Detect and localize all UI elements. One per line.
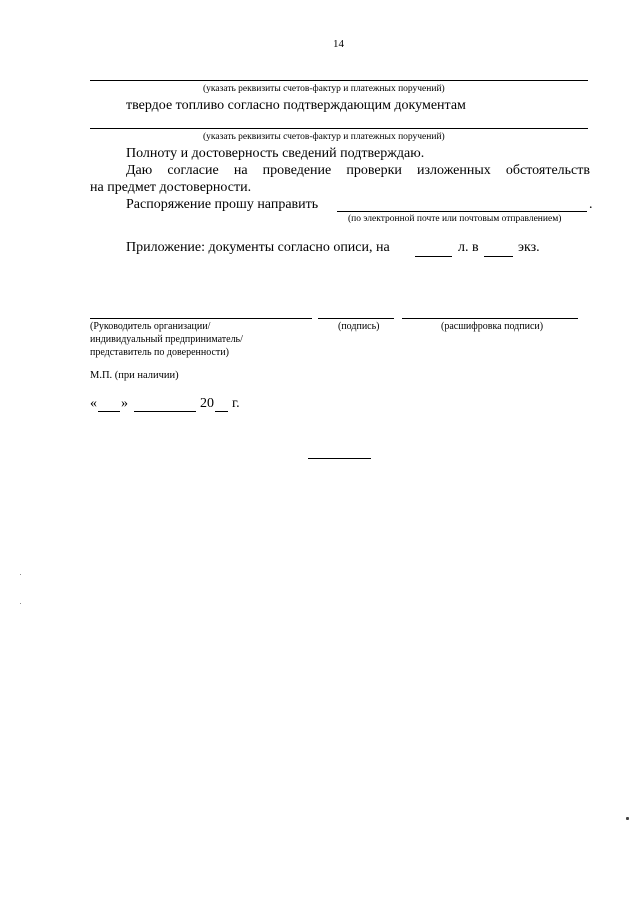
scan-speck [20,574,21,575]
scan-speck [20,603,21,604]
order-caption: (по электронной почте или почтовым отправлением) [348,214,562,224]
role-caption-line-3: представитель по доверенности) [90,347,229,358]
invoice-details-line-1 [90,80,588,81]
confirm-line-2: Даю согласие на проведение проверки изложенных обстоятельств [126,163,590,178]
date-year-suffix: г. [232,396,240,411]
signature-decode-line [402,318,578,319]
date-month-blank [134,411,196,412]
role-caption-line-1: (Руководитель организации/ [90,321,211,332]
invoice-details-line-2 [90,128,588,129]
signature-caption: (подпись) [338,321,380,332]
date-close-quote: » [121,396,128,411]
confirm-line-1: Полноту и достоверность сведений подтверждаю. [126,146,425,161]
attachment-text-middle: л. в [458,240,479,255]
order-method-line [337,211,587,212]
attachment-copies-blank [484,256,513,257]
date-open-quote: « [90,396,97,411]
date-day-blank [98,411,120,412]
attachment-sheets-blank [415,256,452,257]
role-caption-line-2: индивидуальный предприниматель/ [90,334,243,345]
closing-rule [308,458,371,459]
order-label: Распоряжение прошу направить [126,197,319,212]
role-line [90,318,312,319]
invoice-details-caption-2: (указать реквизиты счетов-фактур и платежных поручений) [203,132,445,142]
attachment-text-after: экз. [518,240,540,255]
scan-speck [626,817,629,820]
page-number: 14 [333,38,344,50]
date-year-blank [215,411,228,412]
signature-line [318,318,394,319]
confirm-line-3: на предмет достоверности. [90,180,252,195]
attachment-text-before: Приложение: документы согласно описи, на [126,240,390,255]
invoice-details-caption-1: (указать реквизиты счетов-фактур и платежных поручений) [203,84,445,94]
order-end-mark: . [589,197,593,212]
stamp-note: М.П. (при наличии) [90,370,179,381]
signature-decode-caption: (расшифровка подписи) [441,321,544,332]
date-year-prefix: 20 [200,396,214,411]
solid-fuel-text: твердое топливо согласно подтверждающим документам [126,98,466,113]
